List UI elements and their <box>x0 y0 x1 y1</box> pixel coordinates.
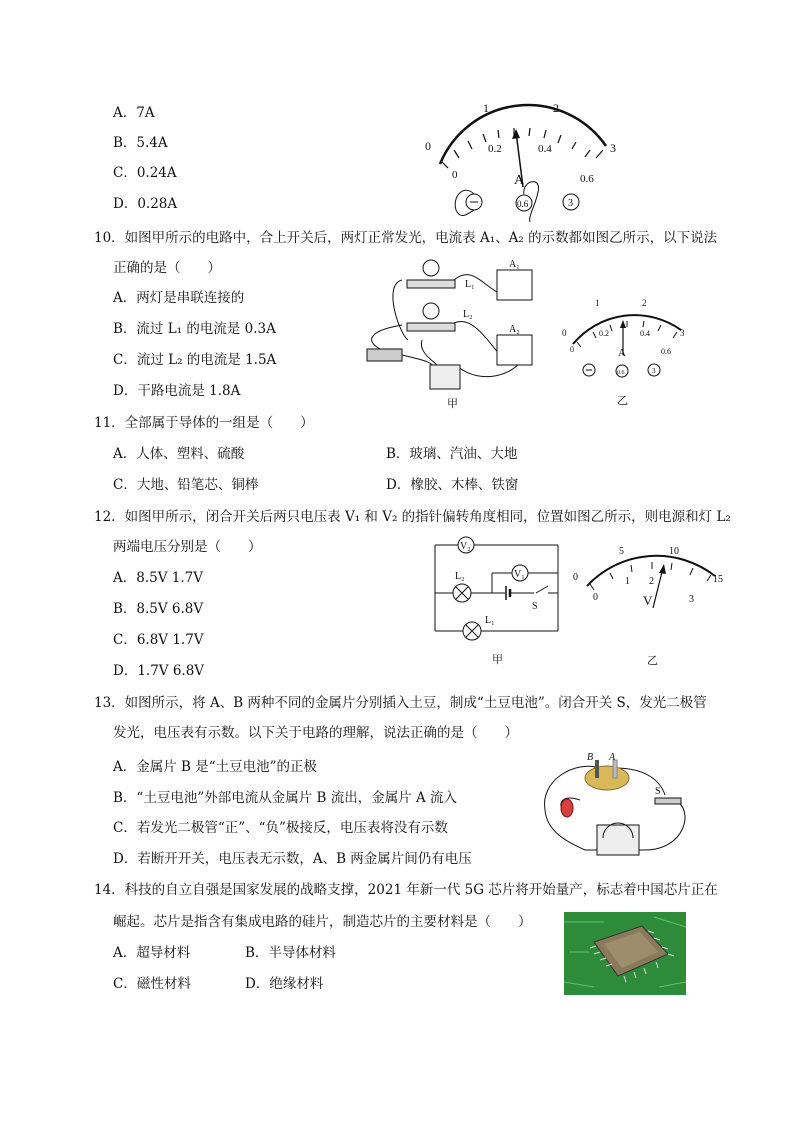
q9-inner-0.4: 0.4 <box>538 143 552 155</box>
q10-inner-0.4: 0.4 <box>640 329 650 338</box>
q10-wire <box>372 325 402 350</box>
q12-meter-figure <box>565 538 735 668</box>
q12-label-l2: L₂ <box>455 571 465 582</box>
q10-lamp-base-2 <box>407 323 455 331</box>
q10-ammeter-a1 <box>497 270 532 300</box>
q10-label-a2: A₂ <box>509 324 520 335</box>
q10-stem-line2: 正确的是（ ） <box>113 260 221 276</box>
q10-wire <box>454 275 502 295</box>
q12-label-s: S <box>532 601 538 612</box>
q10-inner-0.2: 0.2 <box>599 329 609 338</box>
q10-bulb-l1 <box>423 260 439 276</box>
q12-option-c: C．6.8V 1.7V <box>113 632 204 648</box>
q14-chip-photo <box>564 912 686 995</box>
q9-outer-1: 1 <box>483 101 489 115</box>
q10-meter-unit: A <box>618 347 626 359</box>
q12-outer-10: 10 <box>669 546 679 557</box>
q12-meter-needle <box>653 568 663 608</box>
q13-label-s: S <box>655 786 661 797</box>
q10-inner-0.6: 0.6 <box>661 347 671 356</box>
q12-circuit-figure <box>430 533 565 668</box>
q10-needle-tip <box>620 320 626 328</box>
q10-outer-1: 1 <box>595 298 600 308</box>
q9-option-a: A．7A <box>113 105 155 121</box>
q13-switch <box>655 798 681 804</box>
q10-option-c: C．流过 L₂ 的电流是 1.5A <box>113 352 277 368</box>
q14-option-d: D．绝缘材料 <box>245 976 324 992</box>
q9-terminal-0.6-label: 0.6 <box>517 199 529 209</box>
q14-option-b: B．半导体材料 <box>245 945 336 961</box>
q11-stem: 11．全部属于导体的一组是（ ） <box>94 415 314 431</box>
q10-circuit-figure <box>362 255 542 410</box>
q10-bulb-l2 <box>423 303 439 319</box>
q12-option-a: A．8.5V 1.7V <box>113 570 203 586</box>
q13-led <box>561 799 573 817</box>
q12-meter-unit: V <box>643 593 653 608</box>
q10-fig-yi-label: 乙 <box>617 395 628 407</box>
q12-stem-line1: 12．如图甲所示，闭合开关后两只电压表 V₁ 和 V₂ 的指针偏转角度相同，位置如图乙所示，则电源和灯 L₂ <box>94 509 731 525</box>
q10-outer-0: 0 <box>562 328 567 338</box>
q12-fig-yi-label: 乙 <box>647 655 658 667</box>
q12-option-d: D．1.7V 6.8V <box>113 663 205 679</box>
q13-label-a: A <box>609 752 616 763</box>
q12-option-b: B．8.5V 6.8V <box>113 601 204 617</box>
q10-option-a: A．两灯是串联连接的 <box>113 290 245 306</box>
q10-battery <box>430 365 460 389</box>
q12-outer-15: 15 <box>713 574 723 585</box>
q9-outer-3: 3 <box>610 141 616 155</box>
q10-meter-ticks <box>577 321 677 347</box>
q13-plate-b <box>595 760 599 778</box>
q13-option-d: D．若断开开关，电压表无示数，A、B 两金属片间仍有电压 <box>113 851 472 867</box>
q12-label-v2: V₂ <box>460 541 471 552</box>
q10-outer-3: 3 <box>680 328 685 338</box>
q10-label-l1: L₁ <box>465 279 475 290</box>
q10-lamp-base-1 <box>407 280 455 288</box>
q13-label-b: B <box>587 752 594 763</box>
q13-potato <box>585 766 629 790</box>
q12-outer-0: 0 <box>573 572 578 583</box>
q10-wire <box>393 280 408 340</box>
q9-option-d: D．0.28A <box>113 196 178 212</box>
q10-terminal-0.6-label: 0.6 <box>617 370 625 376</box>
q10-switch <box>367 349 402 361</box>
q13-wire <box>635 800 685 850</box>
q12-inner-1: 1 <box>625 576 630 587</box>
q10-wire <box>454 321 500 355</box>
q9-option-b: B．5.4A <box>113 135 168 151</box>
q12-inner-2: 2 <box>649 576 654 587</box>
q10-ammeter-a2 <box>497 335 532 365</box>
q11-option-d: D．橡胶、木棒、铁窗 <box>386 477 519 493</box>
q9-inner-0.6: 0.6 <box>580 173 594 185</box>
q9-needle-tip <box>512 129 520 139</box>
q9-inner-0.2: 0.2 <box>488 143 502 155</box>
q9-ammeter-figure <box>410 92 640 222</box>
q10-label-a1: A₁ <box>509 259 520 270</box>
q10-option-b: B．流过 L₁ 的电流是 0.3A <box>113 321 276 337</box>
q13-option-c: C．若发光二极管“正”、“负”极接反，电压表将没有示数 <box>113 820 448 836</box>
q14-stem-line1: 14．科技的自立自强是国家发展的战略支撑，2021 年新一代 5G 芯片将开始量产，标志着中国芯片正在 <box>94 882 718 898</box>
q9-outer-2: 2 <box>553 101 559 115</box>
q10-label-l2: L₂ <box>463 309 473 320</box>
q13-stem-line2: 发光，电压表有示数。以下关于电路的理解，说法正确的是（ ） <box>113 725 518 741</box>
q12-label-l1: L₁ <box>485 615 495 626</box>
q13-option-a: A．金属片 B 是“土豆电池”的正极 <box>113 759 318 775</box>
q9-meter-scale-arc <box>440 105 606 164</box>
q12-outer-5: 5 <box>619 546 624 557</box>
q10-meter-arc <box>573 315 681 344</box>
q12-stem-line2: 两端电压分别是（ ） <box>113 539 262 555</box>
q11-option-b: B．玻璃、汽油、大地 <box>386 446 518 462</box>
q12-inner-0: 0 <box>593 592 598 603</box>
q14-option-a: A．超导材料 <box>113 945 191 961</box>
q14-stem-line2: 崛起。芯片是指含有集成电路的硅片，制造芯片的主要材料是（ ） <box>113 914 532 930</box>
q11-option-c: C．大地、铅笔芯、铜棒 <box>113 477 259 493</box>
q13-option-b: B．“土豆电池”外部电流从金属片 B 流出，金属片 A 流入 <box>113 790 458 806</box>
q12-inner-3: 3 <box>689 594 694 605</box>
q9-option-c: C．0.24A <box>113 165 177 181</box>
q9-meter-ticks <box>442 128 603 168</box>
q11-option-a: A．人体、塑料、硫酸 <box>113 446 245 462</box>
q13-potato-circuit-figure <box>535 750 705 860</box>
q10-option-d: D．干路电流是 1.8A <box>113 383 241 399</box>
q10-meter-figure <box>555 290 700 408</box>
q13-voltmeter <box>597 825 639 855</box>
q12-label-v1: V₁ <box>514 569 525 580</box>
q10-inner-0: 0 <box>570 345 574 354</box>
q10-fig-jia-label: 甲 <box>447 398 458 410</box>
q9-outer-0: 0 <box>425 139 431 153</box>
q9-meter-unit: A <box>514 173 525 188</box>
q14-option-c: C．磁性材料 <box>113 976 191 992</box>
q9-inner-0: 0 <box>452 169 458 181</box>
q13-stem-line1: 13．如图所示，将 A、B 两种不同的金属片分别插入土豆，制成“土豆电池”。闭合开关 S，发光二极管 <box>94 695 707 711</box>
q10-outer-2: 2 <box>642 298 647 308</box>
q10-terminal-3-label: 3 <box>652 367 656 375</box>
q12-needle-tip <box>659 564 666 574</box>
q10-stem-line1: 10．如图甲所示的电路中，合上开关后，两灯正常发光，电流表 A₁、A₂ 的示数都如图乙所示，以下说法 <box>94 230 718 246</box>
q12-fig-jia-label: 甲 <box>492 654 503 666</box>
q9-terminal-3-label: 3 <box>568 198 573 209</box>
